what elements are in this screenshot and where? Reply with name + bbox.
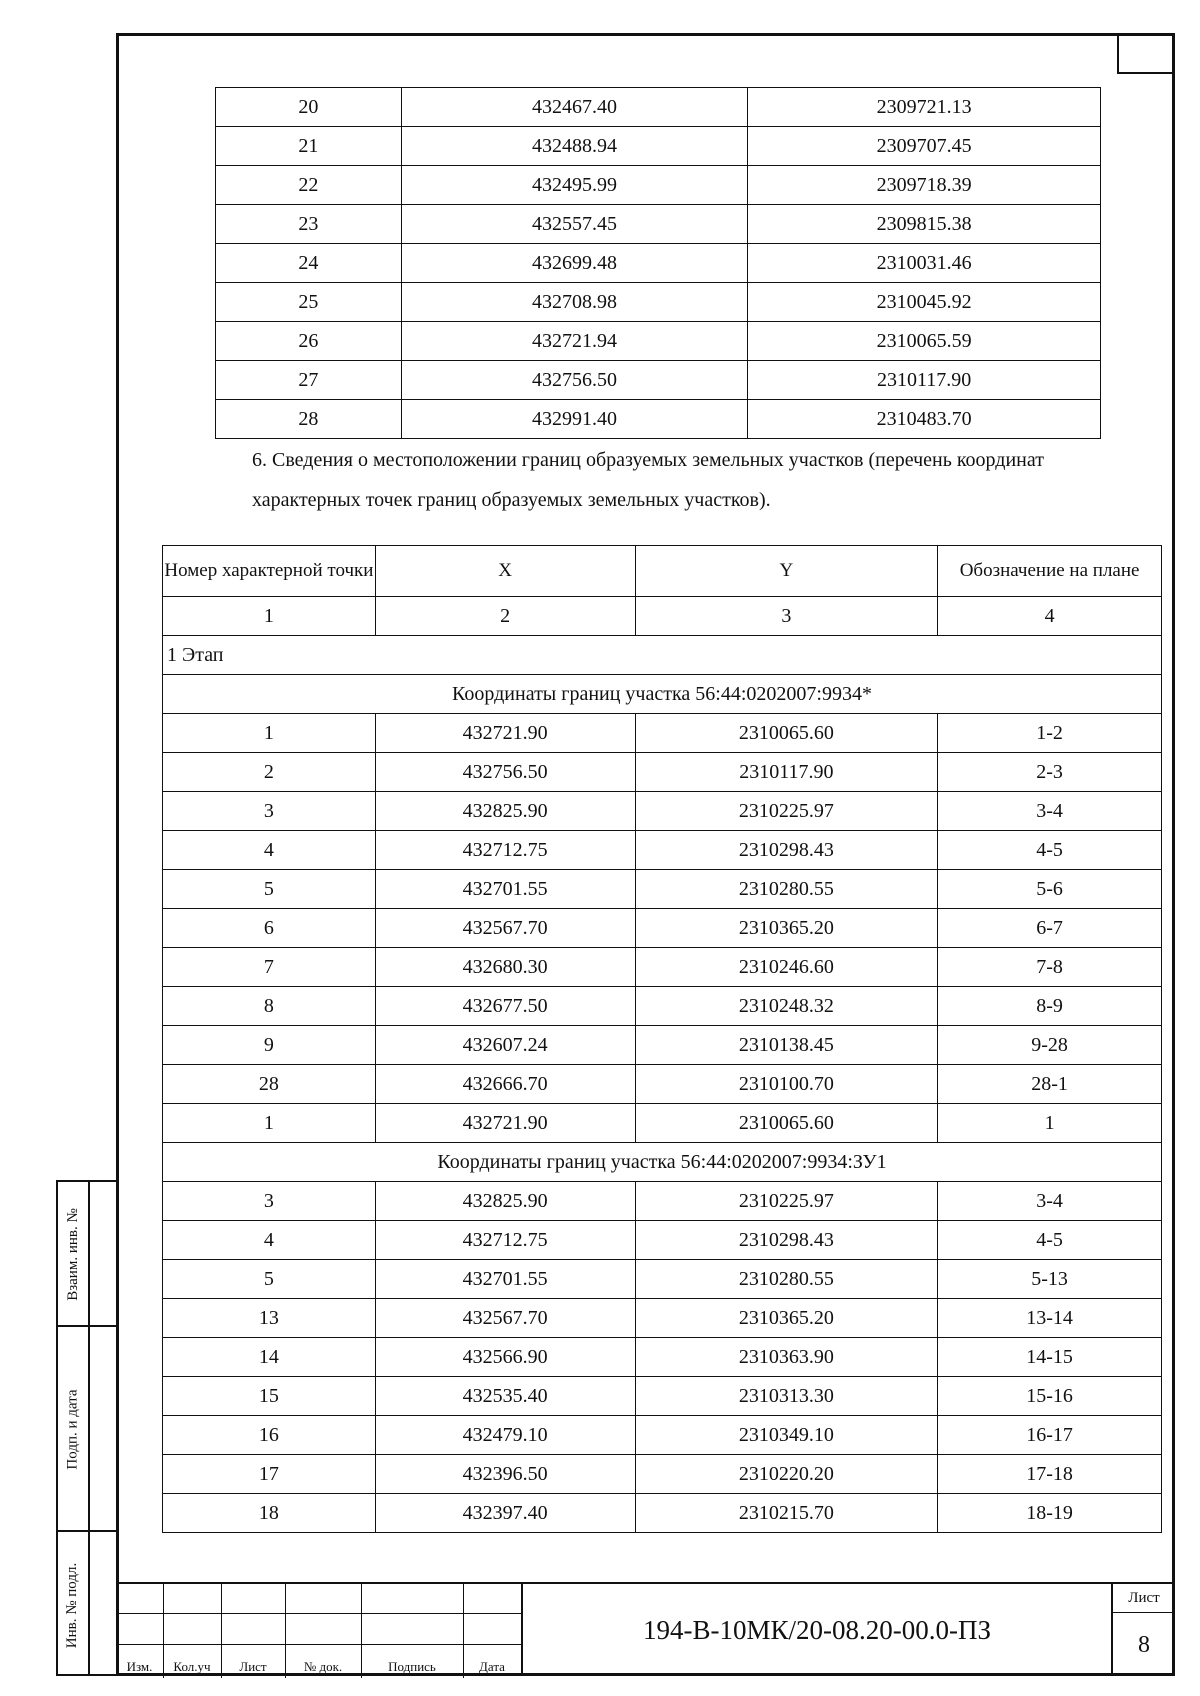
table-row <box>163 1104 1162 1143</box>
table-cell: 4 <box>163 1221 376 1260</box>
table-cell: 4 <box>163 831 376 870</box>
table-cell: 2310365.20 <box>635 909 938 948</box>
table-cell: 432991.40 <box>401 400 748 439</box>
table-cell: 2310215.70 <box>635 1494 938 1533</box>
column-label-change: Изм. <box>126 1659 153 1674</box>
table-cell: 6 <box>163 909 376 948</box>
title-block <box>116 1582 1175 1676</box>
table-row <box>163 831 1162 870</box>
table-cell: 1-2 <box>938 714 1162 753</box>
table-cell: 16-17 <box>938 1416 1162 1455</box>
table-cell: 2310298.43 <box>635 831 938 870</box>
grid-line <box>116 1613 521 1614</box>
strip-label: Инв. № подл. <box>64 1562 81 1648</box>
table-cell: 26 <box>216 322 402 361</box>
table-cell: 2310138.45 <box>635 1026 938 1065</box>
table-cell: 3 <box>163 792 376 831</box>
table-cell: 432479.10 <box>375 1416 635 1455</box>
table-cell: 4-5 <box>938 831 1162 870</box>
table-cell: 2310117.90 <box>635 753 938 792</box>
table-row <box>216 127 1101 166</box>
table-row <box>216 205 1101 244</box>
table-cell: 432535.40 <box>375 1377 635 1416</box>
table-cell: 2309718.39 <box>748 166 1101 205</box>
table-row <box>163 1338 1162 1377</box>
table-cell: 2310246.60 <box>635 948 938 987</box>
header-row <box>163 546 1162 597</box>
table-cell: 2310365.20 <box>635 1299 938 1338</box>
table-cell: 2310117.90 <box>748 361 1101 400</box>
table-row <box>163 1416 1162 1455</box>
corner-box <box>1117 36 1172 74</box>
table-row <box>163 1221 1162 1260</box>
column-header: X <box>375 546 635 597</box>
table-cell: 6-7 <box>938 909 1162 948</box>
table-cell: 432701.55 <box>375 870 635 909</box>
table-cell: 2310065.59 <box>748 322 1101 361</box>
left-stamp-strip <box>56 1180 118 1676</box>
table-row <box>216 244 1101 283</box>
table-cell: 432488.94 <box>401 127 748 166</box>
table-cell: 3 <box>163 1182 376 1221</box>
table-cell: 432495.99 <box>401 166 748 205</box>
table-cell: 15-16 <box>938 1377 1162 1416</box>
table-cell: 2310225.97 <box>635 792 938 831</box>
column-number: 3 <box>635 597 938 636</box>
table-row <box>216 283 1101 322</box>
strip-label: Подп. и дата <box>64 1389 81 1470</box>
table-row <box>216 322 1101 361</box>
section-6-line-2: характерных точек границ образуемых земельных участков). <box>252 489 771 511</box>
table-cell: 28 <box>216 400 402 439</box>
section-6-line-1: 6. Сведения о местоположении границ образуемых земельных участков (перечень координат <box>252 449 1044 471</box>
table-row <box>163 948 1162 987</box>
table-cell: 432708.98 <box>401 283 748 322</box>
table-cell: 432712.75 <box>375 1221 635 1260</box>
table-row <box>163 909 1162 948</box>
table-cell: 2310280.55 <box>635 870 938 909</box>
table-cell: 2309707.45 <box>748 127 1101 166</box>
table-row <box>163 792 1162 831</box>
table-row <box>216 166 1101 205</box>
table-row <box>163 870 1162 909</box>
table-row <box>216 400 1101 439</box>
column-number: 2 <box>375 597 635 636</box>
sheet-number: 8 <box>1138 1631 1150 1658</box>
table-cell: 432825.90 <box>375 792 635 831</box>
table-cell: 13 <box>163 1299 376 1338</box>
table-cell: 7-8 <box>938 948 1162 987</box>
table-cell: 7 <box>163 948 376 987</box>
document-code: 194-В-10МК/20-08.20-00.0-ПЗ <box>521 1582 1111 1676</box>
table-row <box>163 1182 1162 1221</box>
table-cell: 27 <box>216 361 402 400</box>
table-cell: 2310313.30 <box>635 1377 938 1416</box>
table-cell: 432567.70 <box>375 1299 635 1338</box>
table-cell: 5-6 <box>938 870 1162 909</box>
table-row <box>163 1299 1162 1338</box>
table-cell: 1 <box>163 1104 376 1143</box>
stage-row <box>163 636 1162 675</box>
column-header: Y <box>635 546 938 597</box>
strip-label: Взаим. инв. № <box>64 1208 81 1301</box>
table-row <box>163 1377 1162 1416</box>
table-row <box>216 88 1101 127</box>
table-cell: 20 <box>216 88 402 127</box>
table-cell: 432666.70 <box>375 1065 635 1104</box>
sheet-box <box>1111 1582 1175 1676</box>
table-cell: 21 <box>216 127 402 166</box>
column-number-row <box>163 597 1162 636</box>
table-cell: 9 <box>163 1026 376 1065</box>
table-cell: 23 <box>216 205 402 244</box>
table-cell: 432712.75 <box>375 831 635 870</box>
table-cell: 432566.90 <box>375 1338 635 1377</box>
table-cell: 15 <box>163 1377 376 1416</box>
column-label-date: Дата <box>479 1659 505 1674</box>
table-row <box>163 1065 1162 1104</box>
table-cell: 28 <box>163 1065 376 1104</box>
table-cell: 2310298.43 <box>635 1221 938 1260</box>
table-row <box>163 1455 1162 1494</box>
table-cell: 2310220.20 <box>635 1455 938 1494</box>
table-cell: 17-18 <box>938 1455 1162 1494</box>
coordinates-table <box>162 545 1162 1533</box>
table-cell: 432607.24 <box>375 1026 635 1065</box>
column-label-sheet: Лист <box>239 1659 267 1674</box>
table-cell: 8-9 <box>938 987 1162 1026</box>
table-cell: 2309721.13 <box>748 88 1101 127</box>
table-cell: 24 <box>216 244 402 283</box>
table-cell: 432699.48 <box>401 244 748 283</box>
table-cell: 16 <box>163 1416 376 1455</box>
table-cell: 2310349.10 <box>635 1416 938 1455</box>
table-cell: 432721.90 <box>375 714 635 753</box>
table-cell: 432721.94 <box>401 322 748 361</box>
column-label-doc-no: № док. <box>303 1659 343 1674</box>
sheet-label: Лист <box>1113 1584 1175 1613</box>
table-cell: 22 <box>216 166 402 205</box>
group-title-row <box>163 675 1162 714</box>
table-cell: 2310045.92 <box>748 283 1101 322</box>
table-row <box>163 753 1162 792</box>
table-cell: 2310363.90 <box>635 1338 938 1377</box>
table-cell: 2 <box>163 753 376 792</box>
table-cell: 14 <box>163 1338 376 1377</box>
table-cell: 2310031.46 <box>748 244 1101 283</box>
table-row <box>163 1494 1162 1533</box>
column-number: 4 <box>938 597 1162 636</box>
table-cell: 2310065.60 <box>635 714 938 753</box>
table-row <box>163 1026 1162 1065</box>
table-cell: 5 <box>163 870 376 909</box>
table-cell: 2310225.97 <box>635 1182 938 1221</box>
table-cell: 3-4 <box>938 792 1162 831</box>
table-row <box>163 987 1162 1026</box>
table-cell: 13-14 <box>938 1299 1162 1338</box>
table-cell: 432680.30 <box>375 948 635 987</box>
table-cell: 8 <box>163 987 376 1026</box>
table-cell: 18-19 <box>938 1494 1162 1533</box>
column-label-count: Кол.уч <box>173 1659 211 1674</box>
column-header: Обозначение на плане <box>938 546 1162 597</box>
table-cell: 432756.50 <box>401 361 748 400</box>
coordinates-table-continued <box>215 87 1101 439</box>
table-cell: 432397.40 <box>375 1494 635 1533</box>
table-cell: 2-3 <box>938 753 1162 792</box>
table-cell: 4-5 <box>938 1221 1162 1260</box>
table-cell: 432756.50 <box>375 753 635 792</box>
table-cell: 2309815.38 <box>748 205 1101 244</box>
table-cell: 432567.70 <box>375 909 635 948</box>
stage-label: 1 Этап <box>163 636 1162 675</box>
table-cell: 14-15 <box>938 1338 1162 1377</box>
table-cell: 2310248.32 <box>635 987 938 1026</box>
table-row <box>163 714 1162 753</box>
column-number: 1 <box>163 597 376 636</box>
column-label-signature: Подпись <box>388 1659 436 1674</box>
table-row <box>216 361 1101 400</box>
table-cell: 432557.45 <box>401 205 748 244</box>
table-cell: 2310280.55 <box>635 1260 938 1299</box>
table-cell: 17 <box>163 1455 376 1494</box>
table-cell: 9-28 <box>938 1026 1162 1065</box>
table-cell: 25 <box>216 283 402 322</box>
table-cell: 432825.90 <box>375 1182 635 1221</box>
table-cell: 5-13 <box>938 1260 1162 1299</box>
table-cell: 1 <box>163 714 376 753</box>
table-cell: 432396.50 <box>375 1455 635 1494</box>
group-title-row <box>163 1143 1162 1182</box>
group-title: Координаты границ участка 56:44:0202007:9934:ЗУ1 <box>163 1143 1162 1182</box>
revision-grid <box>116 1582 521 1678</box>
grid-line <box>116 1644 521 1645</box>
table-cell: 2310483.70 <box>748 400 1101 439</box>
table-cell: 432467.40 <box>401 88 748 127</box>
table-cell: 2310065.60 <box>635 1104 938 1143</box>
table-row <box>163 1260 1162 1299</box>
table-cell: 28-1 <box>938 1065 1162 1104</box>
table-cell: 1 <box>938 1104 1162 1143</box>
table-cell: 432677.50 <box>375 987 635 1026</box>
table-cell: 3-4 <box>938 1182 1162 1221</box>
table-cell: 432721.90 <box>375 1104 635 1143</box>
column-header: Номер характерной точки <box>163 546 376 597</box>
table-cell: 18 <box>163 1494 376 1533</box>
group-title: Координаты границ участка 56:44:0202007:9934* <box>163 675 1162 714</box>
table-cell: 2310100.70 <box>635 1065 938 1104</box>
table-cell: 5 <box>163 1260 376 1299</box>
table-cell: 432701.55 <box>375 1260 635 1299</box>
